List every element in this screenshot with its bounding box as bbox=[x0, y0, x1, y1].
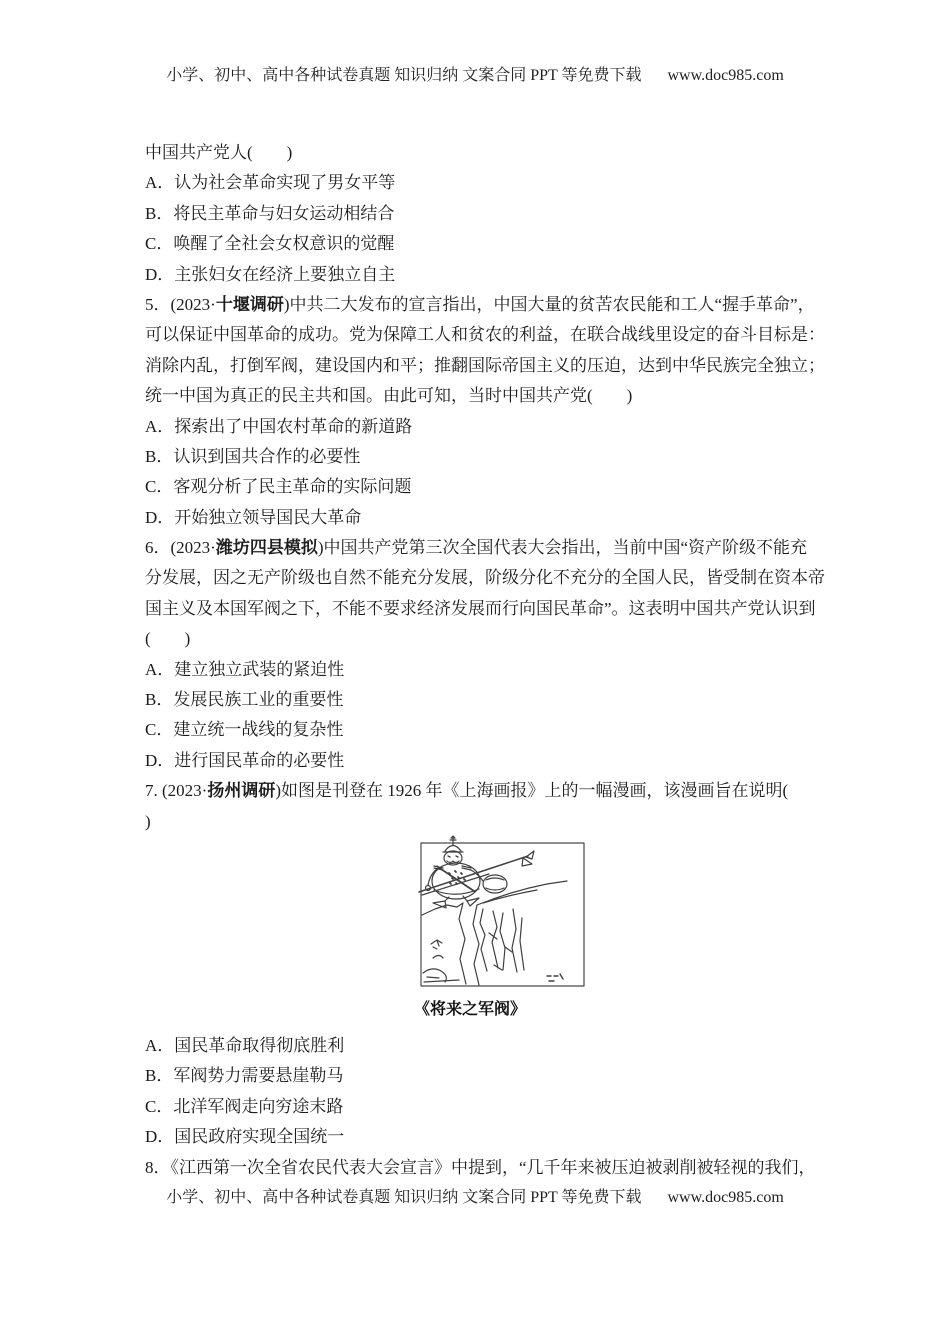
q4-option-c: C．唤醒了全社会女权意识的觉醒 bbox=[145, 234, 395, 254]
q5-option-a: A．探索出了中国农村革命的新道路 bbox=[145, 416, 413, 436]
q6-source-tag: 潍坊四县模拟 bbox=[215, 538, 318, 558]
q5-stem-line-3: 消除内乱，打倒军阀，建设国内和平；推翻国际帝国主义的压迫，达到中华民族完全独立； bbox=[145, 355, 825, 375]
q5-number: 5．(2023· bbox=[145, 294, 216, 314]
q6-option-d: D．进行国民革命的必要性 bbox=[145, 750, 345, 770]
q5-option-d: D．开始独立领导国民大革命 bbox=[145, 507, 362, 527]
q4-option-d: D．主张妇女在经济上要独立自主 bbox=[145, 264, 396, 284]
q5-stem-line-4: 统一中国为真正的民主共和国。由此可知，当时中国共产党( ) bbox=[145, 386, 633, 406]
q7-stem-text: )如图是刊登在 1926 年《上海画报》上的一幅漫画，该漫画旨在说明( bbox=[275, 781, 789, 801]
q5-option-b: B．认识到国共合作的必要性 bbox=[145, 446, 361, 466]
q5-option-c: C．客观分析了民主革命的实际问题 bbox=[145, 477, 412, 497]
q6-number: 6．(2023· bbox=[145, 538, 216, 558]
footer-site-url: www.doc985.com bbox=[667, 1189, 784, 1206]
page-header bbox=[0, 66, 950, 86]
q6-stem-line-4: ( ) bbox=[145, 629, 191, 649]
q7-source-tag: 扬州调研 bbox=[207, 781, 276, 801]
document-body bbox=[145, 138, 825, 1183]
warlord-cartoon-image bbox=[419, 843, 587, 988]
q7-option-c: C．北洋军阀走向穷途末路 bbox=[145, 1096, 344, 1116]
q7-stem-line-1 bbox=[145, 776, 825, 806]
q5-source-tag: 十堰调研 bbox=[215, 294, 284, 314]
q7-option-a: A．国民革命取得彻底胜利 bbox=[145, 1035, 345, 1055]
q6-stem-line-3: 国主义及本国军阀之下，不能不要求经济发展而行向国民革命”。这表明中国共产党认识到 bbox=[145, 598, 816, 618]
header-site-text: 小学、初中、高中各种试卷真题 知识归纳 文案合同 PPT 等免费下载 bbox=[166, 67, 642, 84]
q5-stem-text: )中共二大发布的宣言指出，中国大量的贫苦农民能和工人“握手革命”， bbox=[283, 294, 815, 314]
q6-option-c: C．建立统一战线的复杂性 bbox=[145, 720, 344, 740]
q6-option-b: B．发展民族工业的重要性 bbox=[145, 690, 344, 710]
q5-stem-line-2: 可以保证中国革命的成功。党为保障工人和贫农的利益，在联合战线里设定的奋斗目标是： bbox=[145, 325, 825, 345]
q4-stem-tail: 中国共产党人( ) bbox=[145, 143, 293, 162]
q6-stem-line-2: 分发展，因之无产阶级也自然不能充分发展，阶级分化不充分的全国人民，皆受制在资本帝 bbox=[145, 568, 825, 588]
header-site-url: www.doc985.com bbox=[667, 67, 784, 84]
q7-option-d: D．国民政府实现全国统一 bbox=[145, 1127, 345, 1147]
q5-stem-line-1 bbox=[145, 290, 825, 320]
q7-stem-line-2: ) bbox=[145, 811, 151, 831]
q6-stem-text: )中国共产党第三次全国代表大会指出，当前中国“资产阶级不能充 bbox=[317, 538, 808, 558]
q4-option-b: B．将民主革命与妇女运动相结合 bbox=[145, 203, 395, 223]
warlord-cartoon-svg bbox=[419, 843, 587, 988]
page-footer bbox=[0, 1188, 950, 1208]
q6-stem-line-1 bbox=[145, 533, 825, 563]
q7-number: 7. (2023· bbox=[145, 781, 208, 801]
q4-option-a: A．认为社会革命实现了男女平等 bbox=[145, 173, 396, 193]
q8-stem-line-1: 8．《江西第一次全省农民代表大会宣言》中提到，“几千年来被压迫被剥削被轻视的我们， bbox=[145, 1157, 816, 1177]
q6-option-a: A．建立独立武装的紧迫性 bbox=[145, 659, 345, 679]
footer-site-text: 小学、初中、高中各种试卷真题 知识归纳 文案合同 PPT 等免费下载 bbox=[166, 1189, 642, 1206]
q7-option-b: B．军阀势力需要悬崖勒马 bbox=[145, 1066, 344, 1086]
cartoon-caption: 《将来之军阀》 bbox=[413, 1000, 526, 1018]
